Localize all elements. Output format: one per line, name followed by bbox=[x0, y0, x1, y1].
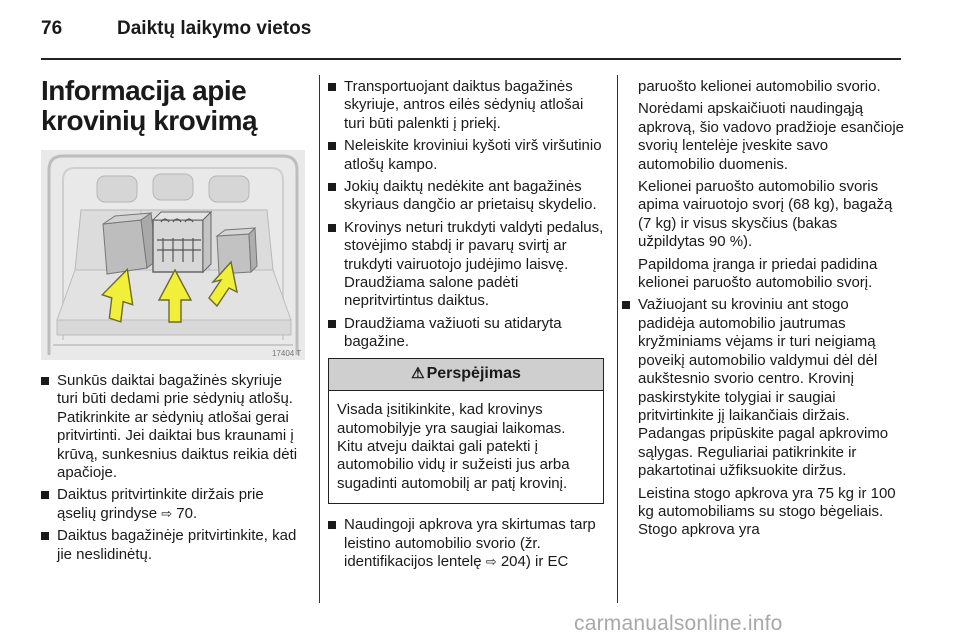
list-item bbox=[41, 372, 303, 482]
list-item bbox=[328, 315, 604, 352]
list-item-text: Sunkūs daiktai bagažinės skyriuje turi būti dedami prie sėdynių atlošų. Patikrinkite ar sėdynių atlošai gerai pritvirtinti. Jei daiktai bus kraunami į krūvą, sunkesnius daiktus reikia dėti apačioje. bbox=[57, 372, 298, 482]
watermark: carmanualsonline.info bbox=[574, 612, 783, 635]
page-header-title: Daiktų laikymo vietos bbox=[117, 18, 312, 39]
list-item-text: Neleiskite kroviniui kyšoti virš viršutinio atlošų kampo. bbox=[344, 137, 602, 173]
bullet-square-icon bbox=[328, 521, 336, 529]
paragraph: Norėdami apskaičiuoti naudingąją apkrovą, šio vadovo pradžioje esančioje svorių lentelėje įveskite savo automobilio duomenis. bbox=[638, 100, 904, 173]
bullet-square-icon bbox=[328, 224, 336, 232]
cargo-illustration-svg bbox=[41, 150, 305, 360]
column-1 bbox=[41, 372, 303, 568]
section-title bbox=[41, 76, 321, 136]
column-2 bbox=[328, 78, 604, 575]
bullet-square-icon bbox=[328, 83, 336, 91]
bullet-square-icon bbox=[41, 532, 49, 540]
paragraph: Papildoma įranga ir priedai padidina kelionei paruošto automobilio svorį. bbox=[638, 255, 878, 292]
page-ref-arrow-icon: ⇨ bbox=[485, 553, 497, 569]
list-item bbox=[622, 296, 908, 480]
list-item-text: Transportuojant daiktus bagažinės skyriuje, antros eilės sėdynių atlošai turi būti palenkti į priekį. bbox=[344, 78, 584, 132]
warning-box bbox=[328, 358, 604, 504]
bullet-square-icon bbox=[41, 377, 49, 385]
warning-body: Visada įsitikinkite, kad krovinys automobilyje yra saugiai laikomas. Kitu atveju daiktai gali patekti į automobilio vidų ir sužeisti jus arba sugadinti automobilį ar patį krovinį. bbox=[337, 401, 570, 492]
list-item-text: Daiktus bagažinėje pritvirtinkite, kad jie neslidinėtų. bbox=[57, 527, 297, 563]
header-rule bbox=[41, 58, 901, 60]
paragraph: paruošto kelionei automobilio svorio. bbox=[638, 78, 881, 95]
list-item-text: Krovinys neturi trukdyti valdyti pedalus, stovėjimo stabdį ir pavarų svirtį ar trukdyti vairuotojo judėjimo laisvę. Draudžiama salone padėti nepritvirtintus daiktus. bbox=[344, 218, 604, 310]
warning-header bbox=[329, 359, 603, 391]
paragraph: Leistina stogo apkrova yra 75 kg ir 100 kg automobiliams su stogo bėgeliais. Stogo apkrova yra bbox=[638, 484, 896, 539]
column-3 bbox=[622, 78, 908, 544]
warning-triangle-icon: ⚠ bbox=[411, 364, 425, 382]
list-item bbox=[328, 178, 604, 215]
list-item bbox=[41, 486, 303, 523]
paragraph: Kelionei paruošto automobilio svoris apima vairuotojo svorį (68 kg), bagažą (7 kg) ir visus skysčius (bakas užpildytas 90 %). bbox=[638, 178, 893, 251]
list-item bbox=[328, 78, 604, 133]
bullet-square-icon bbox=[622, 301, 630, 309]
list-item-text: Važiuojant su kroviniu ant stogo padidėja automobilio jautrumas kryžminiams vėjams ir turi neigiamą poveikį automobilio valdymui dėl dėl aukštesnio svorio centro. Krovinį paskirstykite tolygiai ir saugiai pritvirtinkite jį laikančiais diržais. Padangas pripūskite pagal apkrovimo sąlygas. Reguliariai patikrinkite ir pakartotinai užfiksuokite diržus. bbox=[638, 296, 889, 480]
list-item bbox=[328, 219, 604, 311]
page-ref-arrow-icon: ⇨ bbox=[161, 505, 173, 521]
cargo-loading-illustration bbox=[41, 150, 305, 360]
list-item-text: Draudžiama važiuoti su atidaryta bagažine. bbox=[344, 314, 562, 351]
bullet-square-icon bbox=[328, 142, 336, 150]
list-item-text: Naudingoji apkrova yra skirtumas tarp leistino automobilio svorio (žr. identifikacijos lentelę bbox=[344, 516, 596, 570]
page-number: 76 bbox=[41, 18, 63, 39]
page-ref-link[interactable]: 204) ir EC bbox=[496, 552, 569, 570]
bullet-square-icon bbox=[328, 183, 336, 191]
list-item bbox=[41, 527, 303, 564]
page-ref-link[interactable]: 70. bbox=[172, 504, 198, 522]
column-divider bbox=[617, 75, 618, 603]
section-title-line2: krovinių krovimą bbox=[41, 105, 258, 136]
bullet-square-icon bbox=[41, 491, 49, 499]
list-item-text: Jokių daiktų nedėkite ant bagažinės skyriaus dangčio ar prietaisų skydelio. bbox=[344, 178, 597, 214]
figure-code: 17404 T bbox=[272, 349, 302, 358]
bullet-square-icon bbox=[328, 320, 336, 328]
list-item-text: Daiktus pritvirtinkite diržais prie ąselių grindyse bbox=[57, 486, 264, 522]
warning-title: Perspėjimas bbox=[426, 364, 521, 382]
column-divider bbox=[319, 75, 320, 603]
list-item bbox=[328, 516, 604, 571]
list-item bbox=[328, 137, 604, 174]
section-title-line1: Informacija apie bbox=[41, 75, 247, 106]
